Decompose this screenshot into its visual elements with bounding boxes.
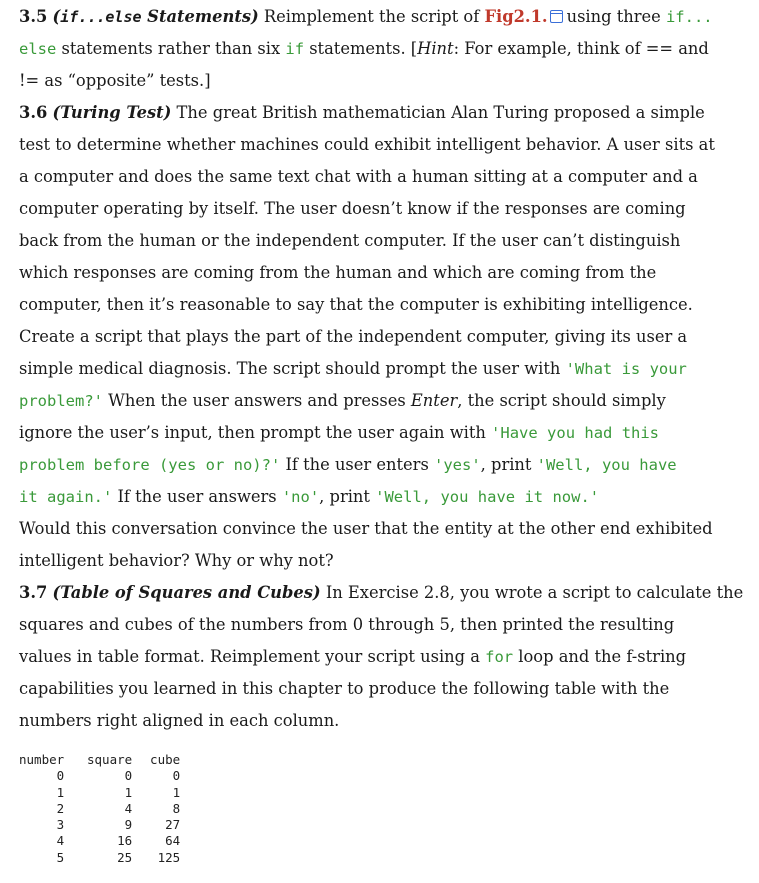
table-cell: 1 xyxy=(172,784,181,800)
ex36-title: Turing Test xyxy=(60,103,164,122)
table-cell: 27 xyxy=(165,817,181,833)
table-cell: 4 xyxy=(56,833,65,849)
ex37-line-4: capabilities you learned in this chapter to produce the following table with the xyxy=(19,679,670,698)
external-link-icon[interactable] xyxy=(550,10,563,23)
table-cell: 4 xyxy=(124,800,133,816)
ex36-line-6: which responses are coming from the human and which are coming from the xyxy=(19,263,657,282)
squares-cubes-table xyxy=(19,752,180,866)
ex36-line-2: test to determine whether machines could exhibit intelligent behavior. A user sits at xyxy=(19,135,715,154)
table-row xyxy=(19,785,180,801)
table-cell: 125 xyxy=(157,849,181,865)
ex37-number: 3.7 xyxy=(19,583,48,602)
table-cell: 2 xyxy=(56,800,65,816)
header-square: square xyxy=(87,752,133,767)
table-cell: 5 xyxy=(56,849,65,865)
ex36-line-12: problem before (yes or no)?' If the user enters 'yes', print 'Well, you have xyxy=(19,455,677,474)
table-cell: 1 xyxy=(56,784,65,800)
ex36-line-3: a computer and does the same text chat with a human sitting at a computer and a xyxy=(19,167,698,186)
table-cell: 9 xyxy=(124,817,133,833)
ex36-line-10: problem?' When the user answers and presses Enter, the script should simply xyxy=(19,391,666,410)
table-row xyxy=(19,817,180,833)
table-cell: 8 xyxy=(172,800,181,816)
ex36-line-9: simple medical diagnosis. The script should prompt the user with 'What is your xyxy=(19,359,687,378)
table-cell: 1 xyxy=(124,784,133,800)
table-row xyxy=(19,850,180,866)
ex36-number: 3.6 xyxy=(19,103,48,122)
ex37-line-1: 3.7 (Table of Squares and Cubes) In Exercise 2.8, you wrote a script to calculate the xyxy=(19,583,744,602)
ex36-line-15: intelligent behavior? Why or why not? xyxy=(19,551,334,570)
ex37-line-3: values in table format. Reimplement your script using a for loop and the f-string xyxy=(19,647,687,666)
ex36-line-5: back from the human or the independent computer. If the user can’t distinguish xyxy=(19,231,681,250)
ex35-line-1: 3.5 (if...else Statements) Reimplement the script of Fig2.1. using three if... xyxy=(19,7,713,26)
header-cube: cube xyxy=(150,752,181,767)
ex36-line-1: 3.6 (Turing Test) The great British mathematician Alan Turing proposed a simple xyxy=(19,103,705,122)
ex35-number: 3.5 xyxy=(19,7,48,26)
ex36-line-4: computer operating by itself. The user doesn’t know if the responses are coming xyxy=(19,199,686,218)
ex36-line-7: computer, then it’s reasonable to say that the computer is exhibiting intelligence. xyxy=(19,295,693,314)
figure-reference-link[interactable]: Fig2.1. xyxy=(484,7,548,26)
table-cell: 0 xyxy=(172,768,181,784)
ex35-line-3: != as “opposite” tests.] xyxy=(19,71,211,90)
table-cell: 16 xyxy=(117,833,133,849)
table-cell: 25 xyxy=(117,849,133,865)
table-cell: 64 xyxy=(165,833,181,849)
table-header-row xyxy=(19,752,180,768)
table-row xyxy=(19,801,180,817)
ex35-title: Statements xyxy=(141,7,252,26)
ex36-line-13: it again.' If the user answers 'no', print 'Well, you have it now.' xyxy=(19,487,600,506)
ex37-title: Table of Squares and Cubes xyxy=(60,583,313,602)
ex36-line-11: ignore the user’s input, then prompt the user again with 'Have you had this xyxy=(19,423,660,442)
ex37-line-5: numbers right aligned in each column. xyxy=(19,711,340,730)
table-cell: 0 xyxy=(124,768,133,784)
table-row xyxy=(19,768,180,784)
ex37-line-2: squares and cubes of the numbers from 0 through 5, then printed the resulting xyxy=(19,615,675,634)
ex36-line-8: Create a script that plays the part of the independent computer, giving its user a xyxy=(19,327,688,346)
header-number: number xyxy=(19,752,65,767)
ex35-line-2: else statements rather than six if statements. [Hint: For example, think of == and xyxy=(19,39,709,58)
ex36-line-14: Would this conversation convince the user that the entity at the other end exhibited xyxy=(19,519,713,538)
ex35-title-code: if...else xyxy=(60,8,142,26)
table-cell: 3 xyxy=(56,817,65,833)
table-cell: 0 xyxy=(56,768,65,784)
table-row xyxy=(19,833,180,849)
